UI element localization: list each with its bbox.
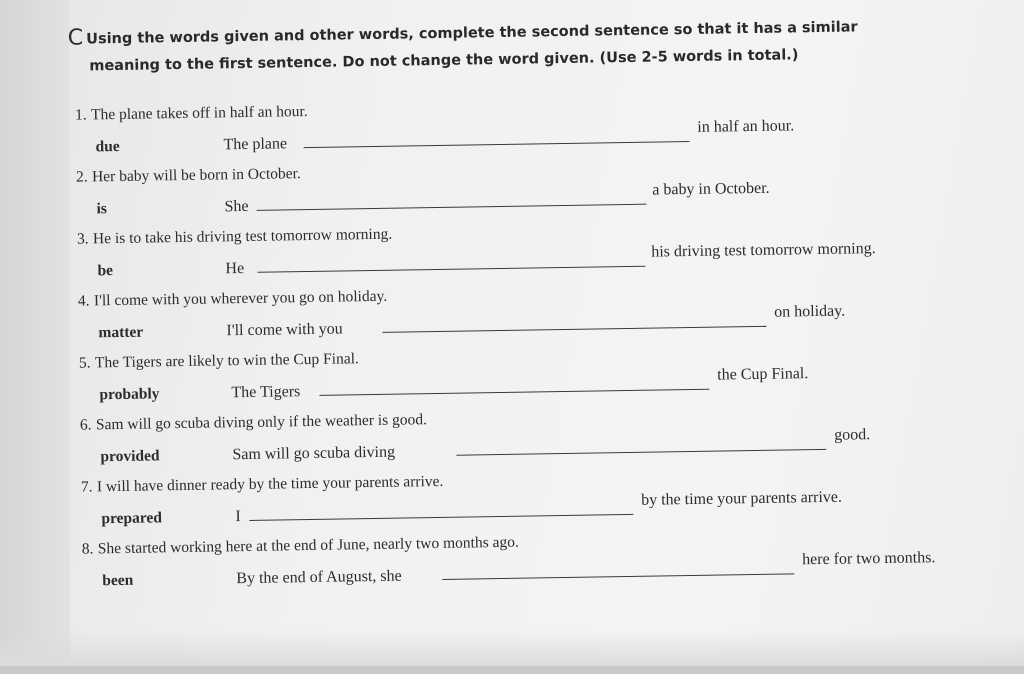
answer-blank[interactable] xyxy=(258,266,646,273)
sentence-text: Sam will go scuba diving only if the weather is good. xyxy=(95,411,428,434)
sentence-start: The Tigers xyxy=(231,383,301,402)
item-number: 7. xyxy=(80,478,93,496)
sentence-start: She xyxy=(224,197,249,216)
sentence-end: a baby in October. xyxy=(652,179,770,199)
exercise-item-8 xyxy=(82,526,983,604)
answer-blank[interactable] xyxy=(456,449,826,456)
answer-blank[interactable] xyxy=(382,326,766,333)
sentence-start: I xyxy=(235,508,241,526)
sentence-end: here for two months. xyxy=(801,549,936,569)
sentence-end: his driving test tomorrow morning. xyxy=(651,240,876,261)
answer-blank[interactable] xyxy=(442,573,794,580)
original-sentence xyxy=(79,350,359,372)
sentence-start: By the end of August, she xyxy=(236,567,402,588)
sentence-start: I'll come with you xyxy=(226,320,343,340)
answer-blank[interactable] xyxy=(249,514,633,521)
exercise-instruction xyxy=(68,11,929,81)
keyword: probably xyxy=(99,385,160,404)
sentence-end: in half an hour. xyxy=(697,117,795,136)
item-number: 3. xyxy=(76,230,89,248)
item-number: 4. xyxy=(77,292,90,310)
sentence-text: She started working here at the end of June, nearly two months ago. xyxy=(97,533,519,558)
sentence-text: The Tigers are likely to win the Cup Final. xyxy=(94,350,359,372)
instruction-line-2: meaning to the first sentence. Do not change the word given. (Use 2-5 words in total.) xyxy=(89,47,799,75)
keyword: be xyxy=(97,262,114,280)
original-sentence xyxy=(76,165,301,187)
sentence-end: by the time your parents arrive. xyxy=(641,488,843,509)
sentence-text: I'll come with you wherever you go on holiday. xyxy=(93,287,388,310)
sentence-start: Sam will go scuba diving xyxy=(232,443,396,464)
sentence-start: The plane xyxy=(223,135,288,154)
sentence-start: He xyxy=(225,260,245,278)
item-number: 6. xyxy=(79,416,92,434)
instruction-line-1: Using the words given and other words, complete the second sentence so that it has a similar xyxy=(86,19,858,48)
sentence-text: Her baby will be born in October. xyxy=(91,165,301,186)
original-sentence xyxy=(77,226,392,249)
keyword: been xyxy=(102,571,134,590)
exercise-letter: C xyxy=(67,25,84,51)
item-number: 1. xyxy=(74,106,87,124)
sentence-text: I will have dinner ready by the time your parents arrive. xyxy=(96,472,444,496)
sentence-text: The plane takes off in half an hour. xyxy=(90,102,308,124)
keyword: prepared xyxy=(101,509,163,528)
keyword: provided xyxy=(100,447,160,466)
sentence-end: on holiday. xyxy=(774,302,846,321)
keyword: matter xyxy=(98,323,144,342)
answer-blank[interactable] xyxy=(319,389,709,396)
item-number: 5. xyxy=(78,354,91,372)
keyword: is xyxy=(96,200,107,218)
sentence-end: the Cup Final. xyxy=(717,365,809,384)
sentence-text: He is to take his driving test tomorrow morning. xyxy=(92,225,393,248)
sentence-end: good. xyxy=(834,426,871,444)
item-number: 8. xyxy=(81,540,94,558)
answer-blank[interactable] xyxy=(257,204,647,211)
keyword: due xyxy=(95,137,120,156)
item-number: 2. xyxy=(75,168,88,186)
original-sentence xyxy=(78,288,387,311)
answer-blank[interactable] xyxy=(304,141,690,148)
original-sentence xyxy=(75,103,308,125)
